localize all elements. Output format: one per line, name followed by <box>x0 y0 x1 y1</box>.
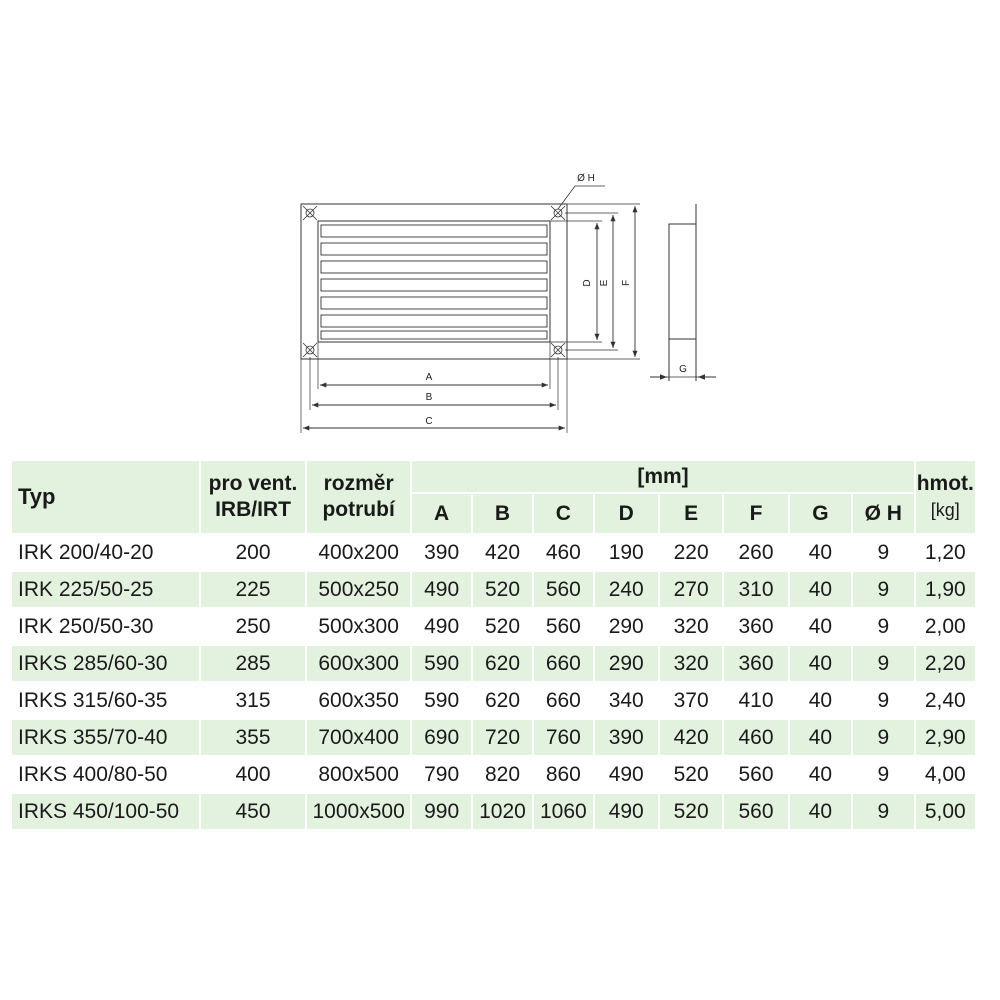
cell-c: 660 <box>534 646 592 681</box>
cell-h: 9 <box>853 794 913 829</box>
cell-d: 240 <box>595 572 658 607</box>
cell-c: 460 <box>534 535 592 570</box>
side-view <box>650 204 716 381</box>
cell-vent: 250 <box>201 609 305 644</box>
cell-duct: 600x300 <box>307 646 411 681</box>
cell-a: 790 <box>412 757 470 792</box>
cell-a: 390 <box>412 535 470 570</box>
dim-label-c: C <box>425 416 433 427</box>
cell-g: 40 <box>790 720 851 755</box>
cell-g: 40 <box>790 757 851 792</box>
header-duct-line2: potrubí <box>322 498 395 521</box>
cell-h: 9 <box>853 609 913 644</box>
cell-typ: IRK 250/50-30 <box>12 609 199 644</box>
cell-e: 520 <box>660 757 722 792</box>
cell-e: 270 <box>660 572 722 607</box>
header-weight-line1: hmot. <box>916 472 974 495</box>
cell-e: 420 <box>660 720 722 755</box>
table-row <box>12 572 975 607</box>
cell-duct: 500x250 <box>307 572 411 607</box>
table-row <box>12 535 975 570</box>
cell-duct: 1000x500 <box>307 794 411 829</box>
cell-weight: 2,40 <box>916 683 975 718</box>
cell-g: 40 <box>790 683 851 718</box>
mounting-holes <box>303 206 565 357</box>
cell-f: 410 <box>724 683 787 718</box>
table-row <box>12 646 975 681</box>
cell-typ: IRKS 450/100-50 <box>12 794 199 829</box>
header-duct <box>307 461 411 533</box>
header-col-b: B <box>473 494 532 533</box>
cell-duct: 600x350 <box>307 683 411 718</box>
cell-d: 190 <box>595 535 658 570</box>
cell-b: 520 <box>473 609 532 644</box>
cell-vent: 315 <box>201 683 305 718</box>
cell-f: 460 <box>724 720 787 755</box>
cell-weight: 2,00 <box>916 609 975 644</box>
cell-d: 340 <box>595 683 658 718</box>
cell-duct: 700x400 <box>307 720 411 755</box>
dim-label-h: Ø H <box>577 173 595 184</box>
cell-b: 1020 <box>473 794 532 829</box>
table-row <box>12 720 975 755</box>
cell-f: 560 <box>724 757 787 792</box>
cell-a: 590 <box>412 683 470 718</box>
cell-f: 260 <box>724 535 787 570</box>
cell-b: 620 <box>473 646 532 681</box>
cell-weight: 1,20 <box>916 535 975 570</box>
cell-vent: 200 <box>201 535 305 570</box>
technical-drawing <box>0 0 1000 440</box>
cell-e: 520 <box>660 794 722 829</box>
cell-vent: 400 <box>201 757 305 792</box>
cell-typ: IRKS 315/60-35 <box>12 683 199 718</box>
cell-h: 9 <box>853 720 913 755</box>
cell-d: 290 <box>595 609 658 644</box>
cell-h: 9 <box>853 683 913 718</box>
cell-h: 9 <box>853 757 913 792</box>
cell-e: 320 <box>660 646 722 681</box>
cell-weight: 4,00 <box>916 757 975 792</box>
table-body <box>12 535 975 829</box>
cell-f: 310 <box>724 572 787 607</box>
cell-c: 860 <box>534 757 592 792</box>
cell-d: 390 <box>595 720 658 755</box>
table-header <box>12 461 975 533</box>
header-typ: Typ <box>12 461 199 533</box>
cell-f: 560 <box>724 794 787 829</box>
front-view <box>301 186 640 433</box>
header-weight <box>916 461 975 533</box>
header-col-e: E <box>660 494 722 533</box>
cell-f: 360 <box>724 609 787 644</box>
cell-h: 9 <box>853 646 913 681</box>
cell-typ: IRKS 355/70-40 <box>12 720 199 755</box>
cell-typ: IRKS 400/80-50 <box>12 757 199 792</box>
table-row <box>12 757 975 792</box>
table-row <box>12 683 975 718</box>
dim-label-a: A <box>425 372 433 383</box>
cell-a: 990 <box>412 794 470 829</box>
dim-label-b: B <box>425 392 433 403</box>
cell-c: 1060 <box>534 794 592 829</box>
cell-e: 220 <box>660 535 722 570</box>
cell-weight: 2,20 <box>916 646 975 681</box>
louvre-slats <box>321 225 547 339</box>
cell-c: 560 <box>534 572 592 607</box>
cell-vent: 225 <box>201 572 305 607</box>
cell-c: 560 <box>534 609 592 644</box>
cell-a: 490 <box>412 609 470 644</box>
header-vent <box>201 461 305 533</box>
header-col-d: D <box>595 494 658 533</box>
cell-b: 820 <box>473 757 532 792</box>
cell-d: 490 <box>595 794 658 829</box>
header-mm: [mm] <box>412 461 913 492</box>
cell-c: 760 <box>534 720 592 755</box>
cell-duct: 400x200 <box>307 535 411 570</box>
cell-c: 660 <box>534 683 592 718</box>
header-weight-line2: [kg] <box>930 500 960 520</box>
cell-g: 40 <box>790 535 851 570</box>
dim-label-g: G <box>679 364 687 375</box>
cell-typ: IRKS 285/60-30 <box>12 646 199 681</box>
cell-h: 9 <box>853 535 913 570</box>
cell-a: 590 <box>412 646 470 681</box>
header-col-f: F <box>724 494 787 533</box>
cell-e: 370 <box>660 683 722 718</box>
header-col-c: C <box>534 494 592 533</box>
dim-label-d: D <box>582 279 593 287</box>
cell-d: 490 <box>595 757 658 792</box>
cell-b: 520 <box>473 572 532 607</box>
cell-g: 40 <box>790 572 851 607</box>
cell-vent: 285 <box>201 646 305 681</box>
dim-label-e: E <box>599 279 610 287</box>
cell-b: 720 <box>473 720 532 755</box>
dim-label-f: F <box>621 279 632 287</box>
header-vent-line1: pro vent. <box>208 472 298 495</box>
cell-g: 40 <box>790 646 851 681</box>
header-vent-line2: IRB/IRT <box>215 498 291 521</box>
cell-vent: 355 <box>201 720 305 755</box>
cell-duct: 500x300 <box>307 609 411 644</box>
cell-weight: 1,90 <box>916 572 975 607</box>
header-duct-line1: rozměr <box>323 472 394 495</box>
header-col-h: Ø H <box>853 494 913 533</box>
cell-vent: 450 <box>201 794 305 829</box>
table-row <box>12 794 975 829</box>
cell-duct: 800x500 <box>307 757 411 792</box>
cell-typ: IRK 200/40-20 <box>12 535 199 570</box>
cell-g: 40 <box>790 609 851 644</box>
cell-b: 620 <box>473 683 532 718</box>
header-col-g: G <box>790 494 851 533</box>
cell-h: 9 <box>853 572 913 607</box>
cell-g: 40 <box>790 794 851 829</box>
cell-a: 490 <box>412 572 470 607</box>
table-row <box>12 609 975 644</box>
cell-f: 360 <box>724 646 787 681</box>
cell-e: 320 <box>660 609 722 644</box>
cell-typ: IRK 225/50-25 <box>12 572 199 607</box>
cell-weight: 5,00 <box>916 794 975 829</box>
cell-a: 690 <box>412 720 470 755</box>
cell-weight: 2,90 <box>916 720 975 755</box>
cell-d: 290 <box>595 646 658 681</box>
header-col-a: A <box>412 494 470 533</box>
dimensions-table <box>10 459 977 831</box>
cell-b: 420 <box>473 535 532 570</box>
